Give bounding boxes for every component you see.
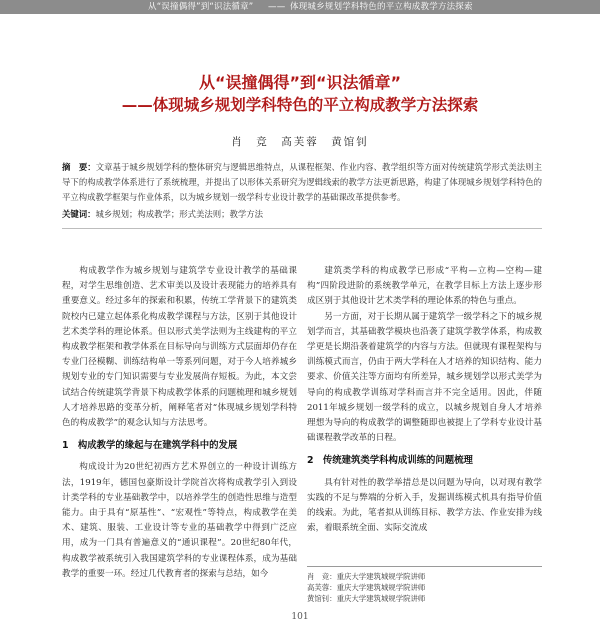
body-paragraph: 构成设计为20世纪初西方艺术界创立的一种设计训练方法，1919年，德国包豪斯设计学院首次将构成教学引入到设计类学科的专业基础教学中，以培养学生的创造性思维与造型能力。由于具有“原基性”、“宏观性”等特点，构成教学在美术、建筑、服装、工业设计等专业的基础教学中得到广泛应用，成为一门具有普遍意义的“通识课程”。20世纪80年代，构成教学被系统引入我国建筑学科的专业课程体系，成为基础教学的重要一环。经过几代教育者的探索与总结，如今 [62, 462, 297, 579]
body-paragraph: 另一方面，对于长期从属于建筑学一级学科之下的城乡规划学而言，其基础教学模块也沿袭了建筑学教学体系，构成教学更是长期沿袭着建筑学的内容与方法。但就现有课程架构与训练模式而言，仍由于两大学科在人才培养的知识结构、能力要求、价值关注等方面均有所差异，城乡规划学以形式美学为导向的构成教学训练对学科而言并不完全适用。因此，伴随2011年城乡规划一级学科的成立，以城乡规划自身人才培养理想为导向的构成教学的调整随即也被提上了学科专业设计基础课程教学改革的日程。 [307, 311, 542, 444]
section-divider [62, 228, 542, 229]
keywords-label: 关键词： [62, 209, 96, 219]
keywords [62, 208, 542, 221]
body-paragraph: 具有针对性的教学举措总是以问题为导向，以对现有教学实践的不足与弊端的分析入手，发掘训练模式机具有指导价值的线索。为此，笔者拟从训练目标、教学方法、作业安排为线索，着眼系统全面、实际交流成 [307, 477, 542, 534]
abstract-text: 文章基于城乡规划学科的整体研究与逻辑思维特点，从课程框架、作业内容、教学组织等方面对传统建筑学形式美法则主导下的构成教学体系进行了系统梳理，并提出了以形体关系研究为逻辑线索的教学方法更新思路，构建了体现城乡规划学科特色的平立构成教学框架与作业体系，以为城乡规划一级学科专业设计教学的基础课改革提供参考。 [62, 162, 542, 202]
abstract-label: 摘 要： [62, 162, 96, 172]
authors: 肖 竞 高芙蓉 黄馆钊 [231, 136, 369, 148]
body-paragraph: 构成教学作为城乡规划与建筑学专业设计教学的基础课程，对学生思维创造、艺术审美以及设计表现能力的培养具有重要意义。经过多年的探索和积累，传统工学背景下的建筑类院校内已建立起体系化构成教学课程与方法，区别于其他设计艺术类学科的理论体系。但以形式美学法则为主线建构的平立构成教学框架和教学体系在目标导向与训练方式层面却仍存在专业门径模糊、训练结构单一等系列问题，对于今人培养城乡规划专业的专门知识需要与专业发展尚存短板。为此，本文尝试结合传统建筑学背景下构成教学体系的问题梳理和城乡规划人才培养思路的变革分析，阐释笔者对“体现城乡规划学科特色的构成教学”的观念认知与方法思考。 [62, 266, 297, 429]
keywords-text: 城乡规划；构成教学；形式美法则；教学方法 [95, 209, 263, 219]
abstract [62, 160, 542, 205]
running-header-dash: —— [268, 2, 286, 12]
body-column-left [62, 264, 297, 582]
running-header-right: 体现城乡规划学科特色的平立构成教学方法探索 [290, 2, 473, 12]
body-column-right [307, 264, 542, 536]
title-sub: ——体现城乡规划学科特色的平立构成教学方法探索 [121, 96, 479, 114]
footnote-line: 高芙蓉：重庆大学建筑城规学院讲师 [307, 583, 426, 592]
section-heading-2: 2 传统建筑类学科构成训练的问题梳理 [307, 455, 473, 467]
page-number: 101 [291, 612, 309, 622]
title-main: 从“误撞偶得”到“识法循章” [198, 73, 402, 92]
footnote-line: 肖 竞：重庆大学建筑城规学院讲师 [307, 572, 426, 581]
running-header-left: 从“误撞偶得”到“识法循章” [148, 2, 254, 12]
author-footnote [307, 566, 542, 604]
body-paragraph: 建筑类学科的构成教学已形成“平构—立构—空构—建构”四阶段进阶的系统教学单元，在教学目标上方法上逐步形成区别于其他设计艺术类学科的理论体系的特色与重点。 [307, 266, 542, 307]
footnote-line: 黄馆钊：重庆大学建筑城规学院讲师 [307, 594, 426, 603]
section-heading-1: 1 构成教学的缘起与在建筑学科中的发展 [62, 440, 238, 452]
running-header [0, 0, 600, 14]
